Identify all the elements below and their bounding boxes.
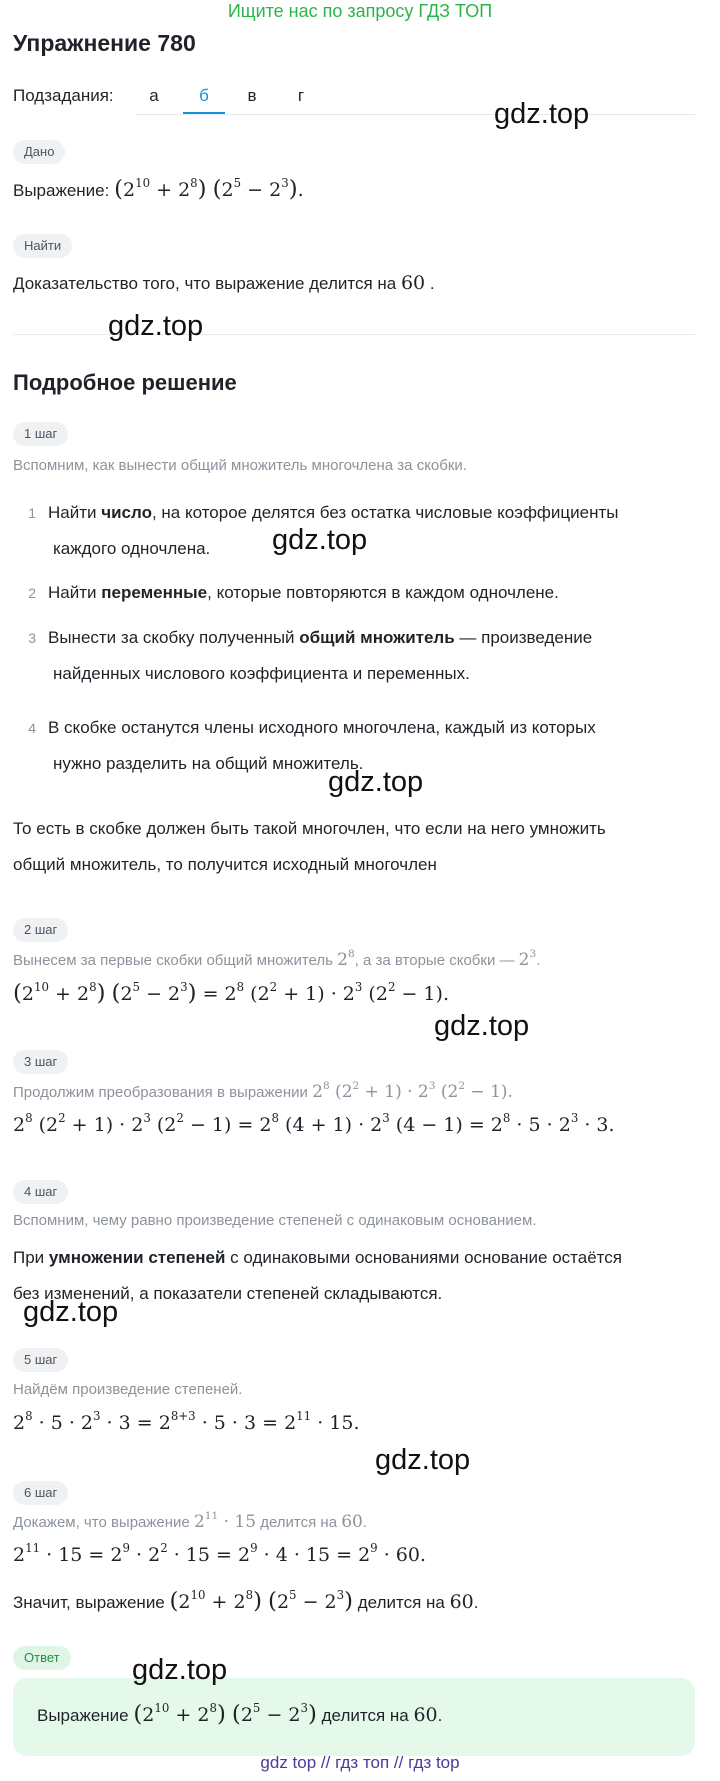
find-chip: Найти [13,234,72,258]
page-title: Упражнение 780 [13,30,196,56]
step-1-conclusion-line2: общий множитель, то получится исходный многочлен [13,855,437,874]
footer-links[interactable]: gdz top // гдз топ // гдз top [260,1753,460,1772]
list-item-number: 2 [28,585,36,601]
list-item-number: 1 [28,505,36,521]
find-text: Доказательство того, что выражение делится на 60 . [13,272,435,294]
step-2-hint: Вынесем за первые скобки общий множитель $2^8$, а за вторые скобки — $2^3$. [13,948,541,970]
subtasks-label: Подзадания: [13,86,114,105]
watermark: gdz.top [494,98,590,130]
watermark: gdz.top [434,1010,530,1042]
step-4-rule-line2: без изменений, а показатели степеней складываются. [13,1284,443,1303]
answer-text: Выражение $(2^{10} + 2^8) (2^5 - 2^3)$ делится на 60. [37,1701,443,1727]
step-1-conclusion: То есть в скобке должен быть такой многочлен, что если на него умножить [13,819,606,838]
list-item: Найти число, на которое делятся без остатка числовые коэффициенты [48,503,619,522]
step-4-chip: 4 шаг [13,1180,68,1204]
tabs-baseline [135,114,695,115]
given-chip: Дано [13,140,65,164]
given-expression: Выражение: $(2^{10} + 2^8) (2^5 - 2^3)$. [13,176,304,202]
list-item-number: 3 [28,630,36,646]
step-4-hint: Вспомним, чему равно произведение степеней с одинаковым основанием. [13,1212,537,1229]
list-item-line2: найденных числового коэффициента и переменных. [53,664,470,683]
step-3-chip: 3 шаг [13,1050,68,1074]
tab-a[interactable]: а [149,86,159,105]
list-item: Найти переменные, которые повторяются в каждом одночлене. [48,583,559,602]
step-5-formula: $2^8 \cdot 5 \cdot 2^3 \cdot 3 = 2^{8+3} \cdot 5 \cdot 3 = 2^{11} \cdot 15$. [13,1409,360,1434]
step-2-formula: $(2^{10} + 2^8) (2^5 - 2^3) = 2^8$ $(2^2 + 1) \cdot 2^3$ $(2^2 - 1)$. [13,980,449,1006]
step-6-hint: Докажем, что выражение $2^{11} \cdot 15$ делится на 60. [13,1510,368,1532]
active-tab-indicator [183,112,225,114]
step-6-formula: $2^{11} \cdot 15 = 2^9 \cdot 2^2 \cdot 15 = 2^9 \cdot 4 \cdot 15 = 2^9 \cdot 60$. [13,1541,427,1566]
solution-title: Подробное решение [13,370,237,395]
step-4-rule: При умножении степеней с одинаковыми основаниями основание остаётся [13,1248,622,1267]
list-item-line2: каждого одночлена. [53,539,211,558]
step-1-hint: Вспомним, как вынести общий множитель многочлена за скобки. [13,457,467,474]
top-banner[interactable]: Ищите нас по запросу ГДЗ ТОП [227,1,493,21]
answer-chip: Ответ [13,1646,71,1670]
step-3-formula: $2^8$ $(2^2 + 1) \cdot 2^3$ $(2^2 - 1) = 2^8$ $(4 + 1) \cdot 2^3$ $(4 - 1) = 2^8 \cdot 5 \cdot 2^3 \cdot 3$. [13,1111,615,1136]
step-2-chip: 2 шаг [13,918,68,942]
watermark: gdz.top [272,524,368,556]
list-item-number: 4 [28,720,36,736]
watermark: gdz.top [375,1444,471,1476]
step-6-chip: 6 шаг [13,1481,68,1505]
watermark: gdz.top [328,766,424,798]
list-item-line2: нужно разделить на общий множитель. [53,754,364,773]
step-1-chip: 1 шаг [13,422,68,446]
list-item: В скобке останутся члены исходного многочлена, каждый из которых [48,718,596,737]
watermark: gdz.top [132,1654,228,1686]
step-6-conclusion: Значит, выражение $(2^{10} + 2^8) (2^5 - 2^3)$ делится на 60. [13,1588,479,1614]
list-item: Вынести за скобку полученный общий множитель — произведение [48,628,593,647]
step-3-hint: Продолжим преобразования в выражении $2^8$ $(2^2 + 1) \cdot 2^3$ $(2^2 - 1)$. [13,1080,513,1102]
tab-g[interactable]: г [297,86,305,105]
step-5-hint: Найдём произведение степеней. [13,1381,243,1398]
watermark: gdz.top [108,310,204,342]
tab-b[interactable]: б [199,86,209,105]
watermark: gdz.top [23,1296,119,1328]
step-5-chip: 5 шаг [13,1348,68,1372]
tab-v[interactable]: в [247,86,257,105]
